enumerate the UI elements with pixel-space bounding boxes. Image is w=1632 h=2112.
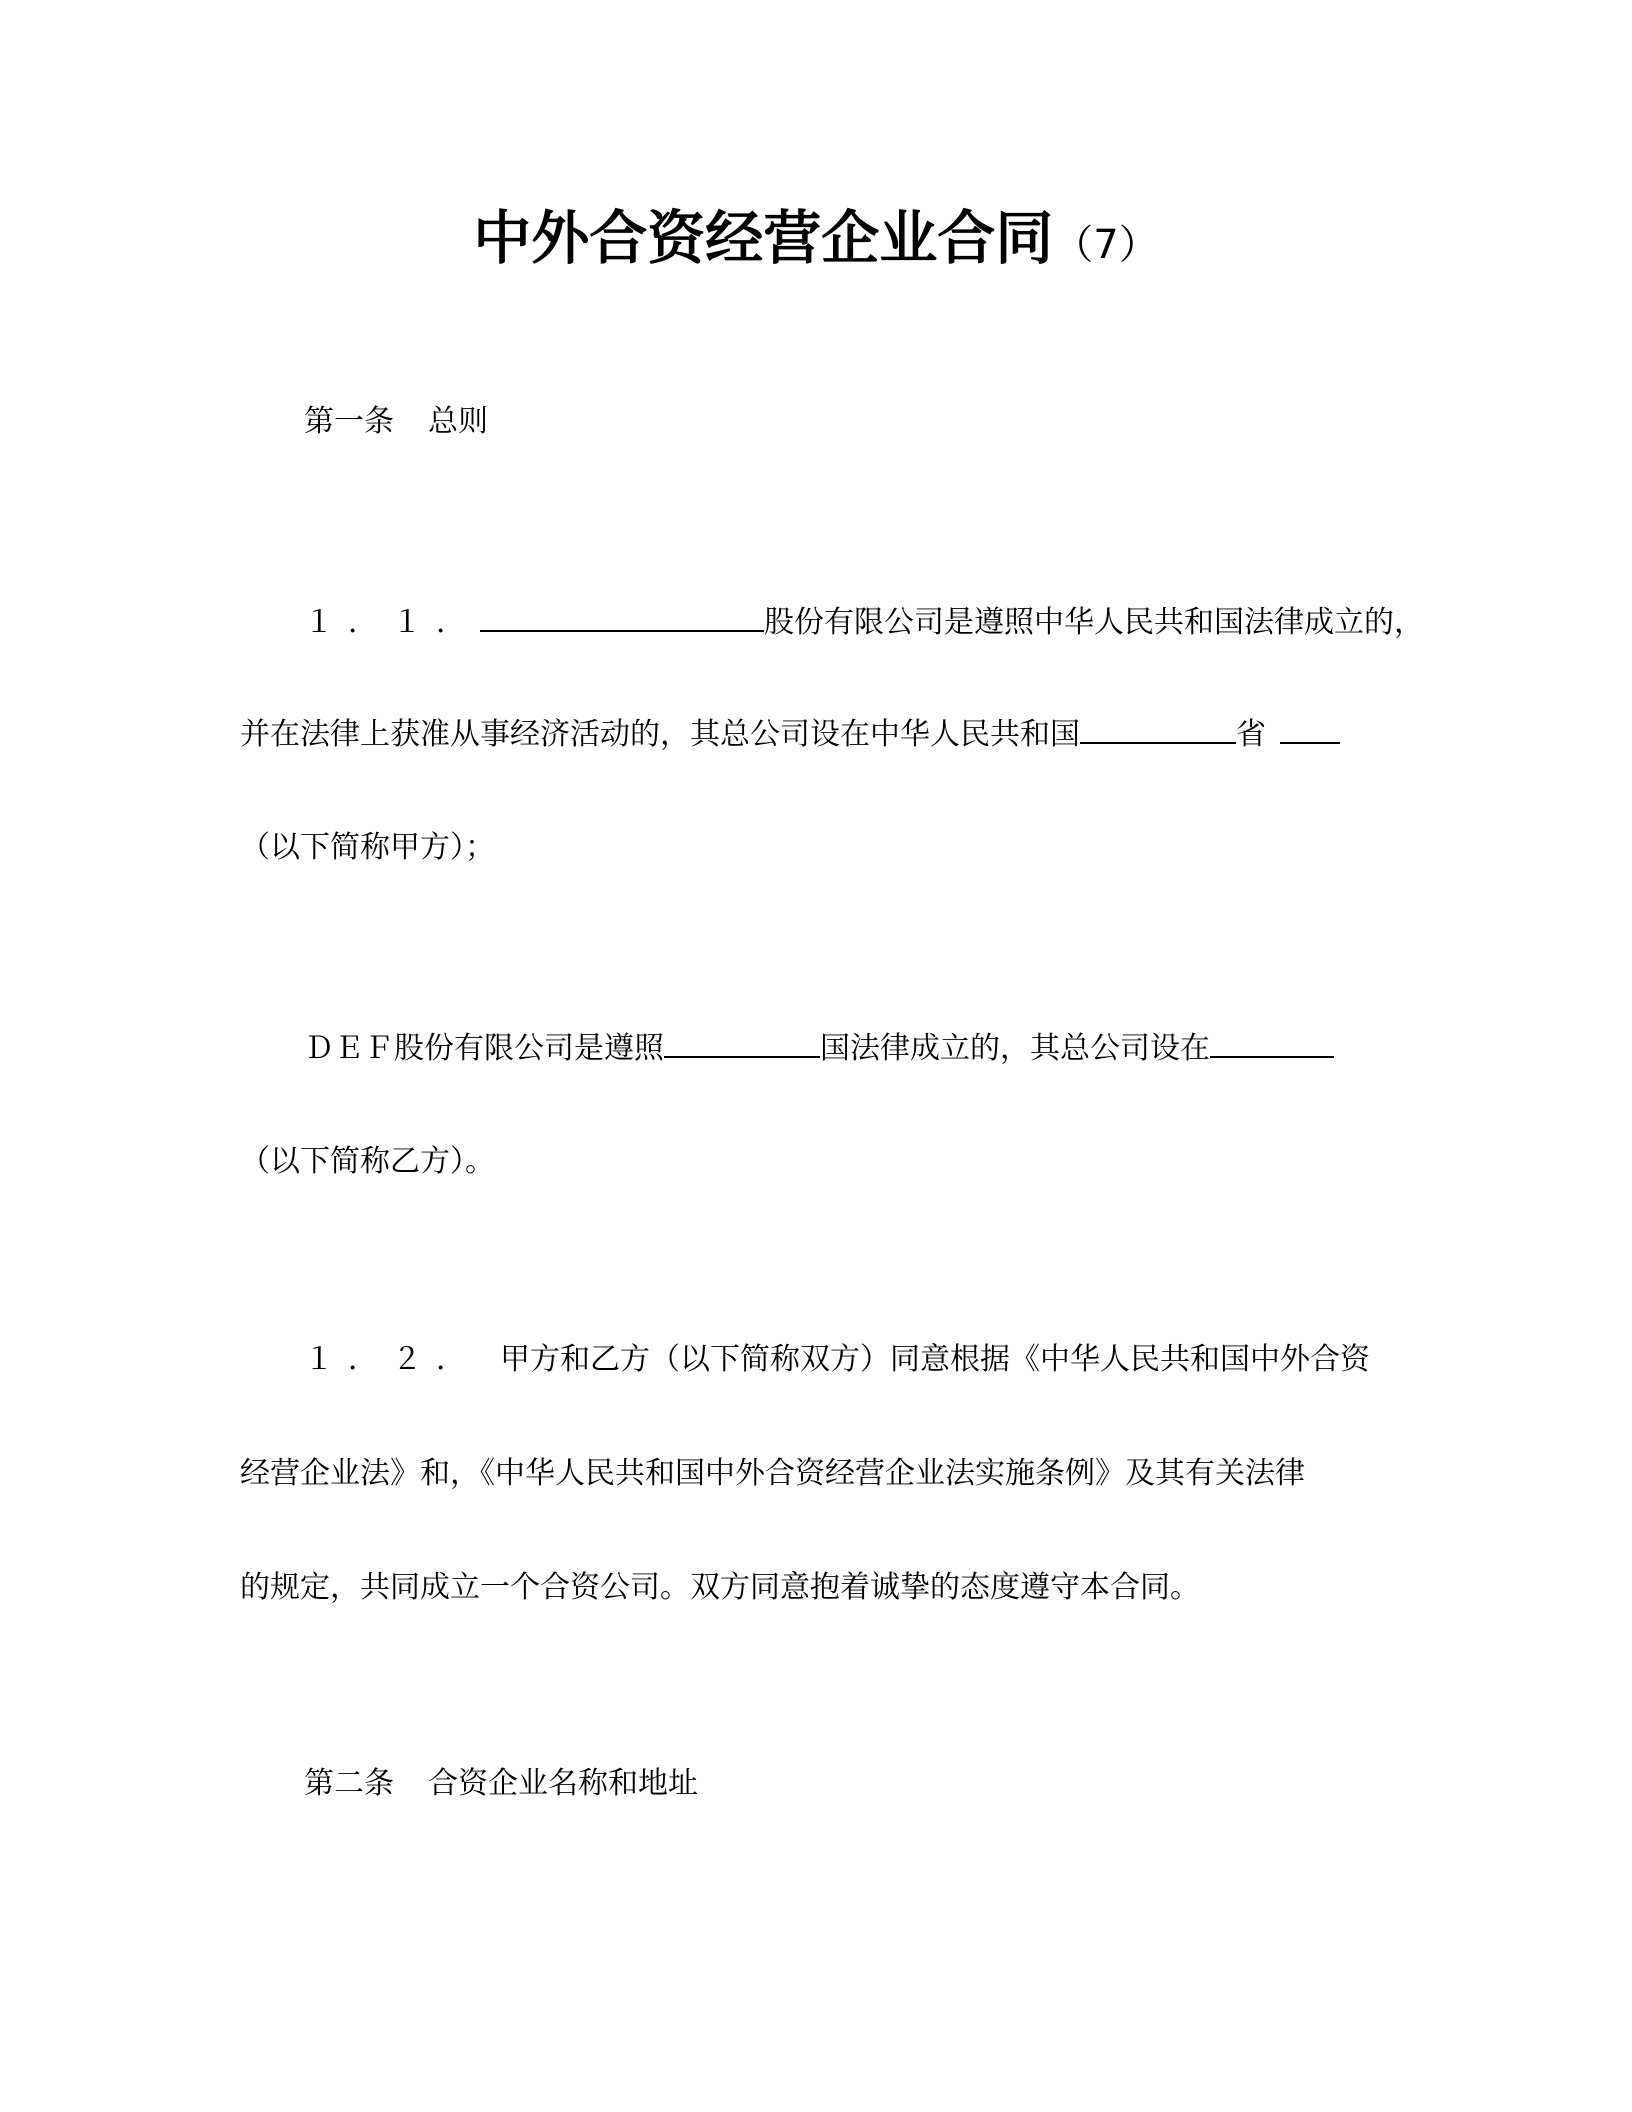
clause-1-2-line-2 [240, 1452, 1305, 1496]
clause-1-2-text-2: 经营企业法》和，《中华人民共和国中外合资经营企业法实施条例》及其有关法律 [240, 1456, 1305, 1491]
article-2-number: 第二条 [304, 1766, 394, 1801]
clause-1-1-text-3: （以下简称甲方）； [240, 830, 495, 865]
title-text: 中外合资经营企业合同 [473, 204, 1054, 272]
document-title [0, 198, 1632, 285]
clause-1-1-text-2a: 并在法律上获准从事经济活动的，其总公司设在中华人民共和国 [240, 717, 1080, 752]
clause-1-1-line-2 [240, 712, 1340, 757]
article-1-heading [304, 400, 488, 444]
clause-1-2-line-1 [304, 1338, 1370, 1382]
title-suffix: （7） [1053, 222, 1159, 268]
party-b-text-1b: 国法律成立的，其总公司设在 [820, 1031, 1210, 1066]
article-1-number: 第一条 [304, 404, 394, 439]
party-b-line-1 [304, 1026, 1334, 1071]
article-2-title: 合资企业名称和地址 [428, 1766, 698, 1801]
blank-province [1080, 712, 1236, 744]
blank-country [664, 1026, 820, 1058]
party-b-text-2: （以下简称乙方）。 [240, 1144, 495, 1179]
clause-1-2-line-3 [240, 1566, 1200, 1610]
clause-1-1-text-2b: 省 [1236, 717, 1266, 752]
clause-1-2-number: １．２． [304, 1342, 480, 1377]
clause-1-1-line-3 [240, 826, 495, 870]
article-1-title: 总则 [428, 404, 488, 439]
party-b-line-2 [240, 1140, 495, 1184]
party-b-text-1a: ＤＥＦ股份有限公司是遵照 [304, 1031, 664, 1066]
article-2-heading [304, 1762, 698, 1806]
clause-1-1-number: １．１． [304, 605, 480, 640]
blank-headquarters [1210, 1026, 1334, 1058]
clause-1-2-text-3: 的规定，共同成立一个合资公司。双方同意抱着诚挚的态度遵守本合同。 [240, 1570, 1200, 1605]
clause-1-1-line-1 [304, 600, 1424, 645]
blank-city [1280, 712, 1340, 744]
clause-1-1-text-1: 股份有限公司是遵照中华人民共和国法律成立的， [764, 605, 1424, 640]
blank-company-name [480, 600, 764, 632]
clause-1-2-text-1: 甲方和乙方（以下简称双方）同意根据《中华人民共和国中外合资 [500, 1342, 1370, 1377]
